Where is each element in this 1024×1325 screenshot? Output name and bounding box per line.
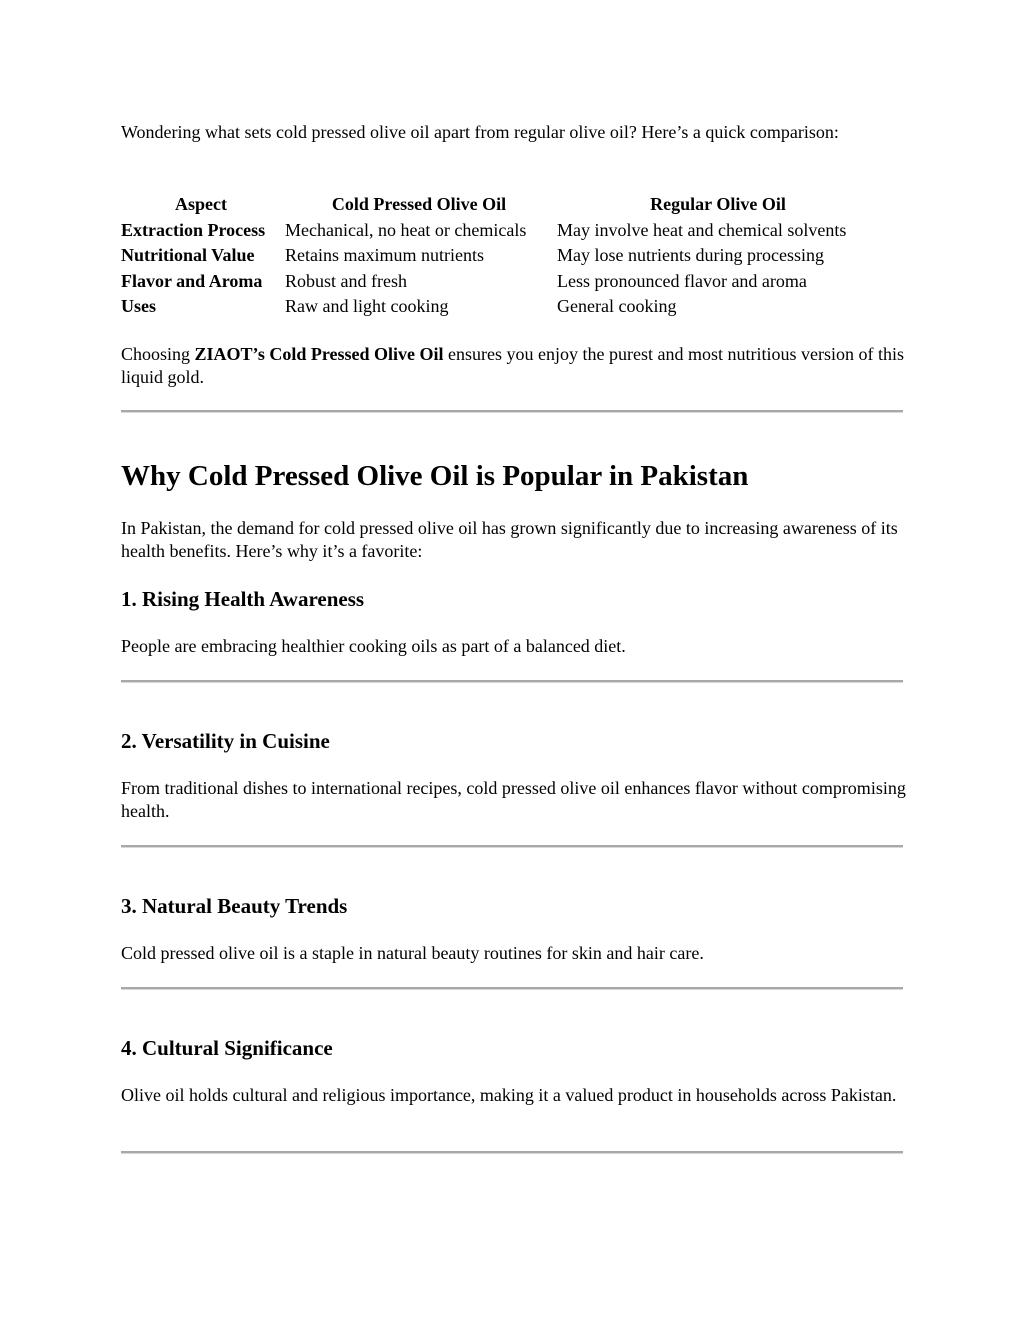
table-cell: Mechanical, no heat or chemicals	[285, 219, 527, 240]
table-header: Cold Pressed Olive Oil	[331, 194, 507, 214]
table-header-row	[119, 192, 881, 218]
item-text: Olive oil holds cultural and religious importance, making it a valued product in households across Pakistan.	[121, 1085, 897, 1105]
table-cell: General cooking	[557, 296, 677, 316]
table-cell: May lose nutrients during processing	[557, 245, 824, 265]
table-cell: May involve heat and chemical solvents	[557, 219, 847, 240]
table-row	[119, 269, 881, 295]
table-cell: Retains maximum nutrients	[285, 245, 484, 265]
horizontal-divider	[121, 987, 903, 990]
section-intro: In Pakistan, the demand for cold pressed olive oil has grown significantly due to increasing awareness of its health benefits. Here’s why it’s a favorite:	[121, 518, 898, 561]
comparison-table	[119, 192, 881, 320]
intro-paragraph: Wondering what sets cold pressed olive oil apart from regular olive oil? Here’s a quick comparison:	[121, 122, 839, 142]
table-row	[119, 294, 881, 320]
item-heading: 3. Natural Beauty Trends	[121, 894, 348, 918]
product-name: ZIAOT’s Cold Pressed Olive Oil	[194, 344, 444, 364]
table-cell: Robust and fresh	[285, 270, 407, 291]
section-title: Why Cold Pressed Olive Oil is Popular in Pakistan	[121, 460, 749, 492]
item-heading: 1. Rising Health Awareness	[121, 587, 365, 611]
item-text: People are embracing healthier cooking oils as part of a balanced diet.	[121, 636, 626, 656]
horizontal-divider	[121, 845, 903, 848]
table-row	[119, 218, 881, 244]
table-cell: Extraction Process	[121, 219, 266, 240]
table-cell: Flavor and Aroma	[121, 270, 263, 291]
table-header: Aspect	[175, 194, 227, 214]
table-row	[119, 243, 881, 269]
item-heading: 4. Cultural Significance	[121, 1036, 333, 1060]
horizontal-divider	[121, 410, 903, 413]
table-cell: Nutritional Value	[121, 245, 255, 265]
table-cell: Less pronounced flavor and aroma	[557, 270, 807, 291]
table-cell: Uses	[121, 296, 156, 316]
choosing-paragraph	[121, 343, 911, 389]
item-text: From traditional dishes to international recipes, cold pressed olive oil enhances flavor without compromising health.	[121, 778, 906, 821]
table-header: Regular Olive Oil	[650, 194, 786, 214]
horizontal-divider	[121, 1151, 903, 1154]
item-heading: 2. Versatility in Cuisine	[121, 729, 330, 753]
table-cell: Raw and light cooking	[285, 296, 449, 316]
choosing-prefix: Choosing	[121, 344, 195, 364]
horizontal-divider	[121, 680, 903, 683]
item-text: Cold pressed olive oil is a staple in natural beauty routines for skin and hair care.	[121, 943, 704, 963]
choosing-suffix: ensures you enjoy the purest and most nutritious version of this liquid gold.	[121, 344, 904, 387]
